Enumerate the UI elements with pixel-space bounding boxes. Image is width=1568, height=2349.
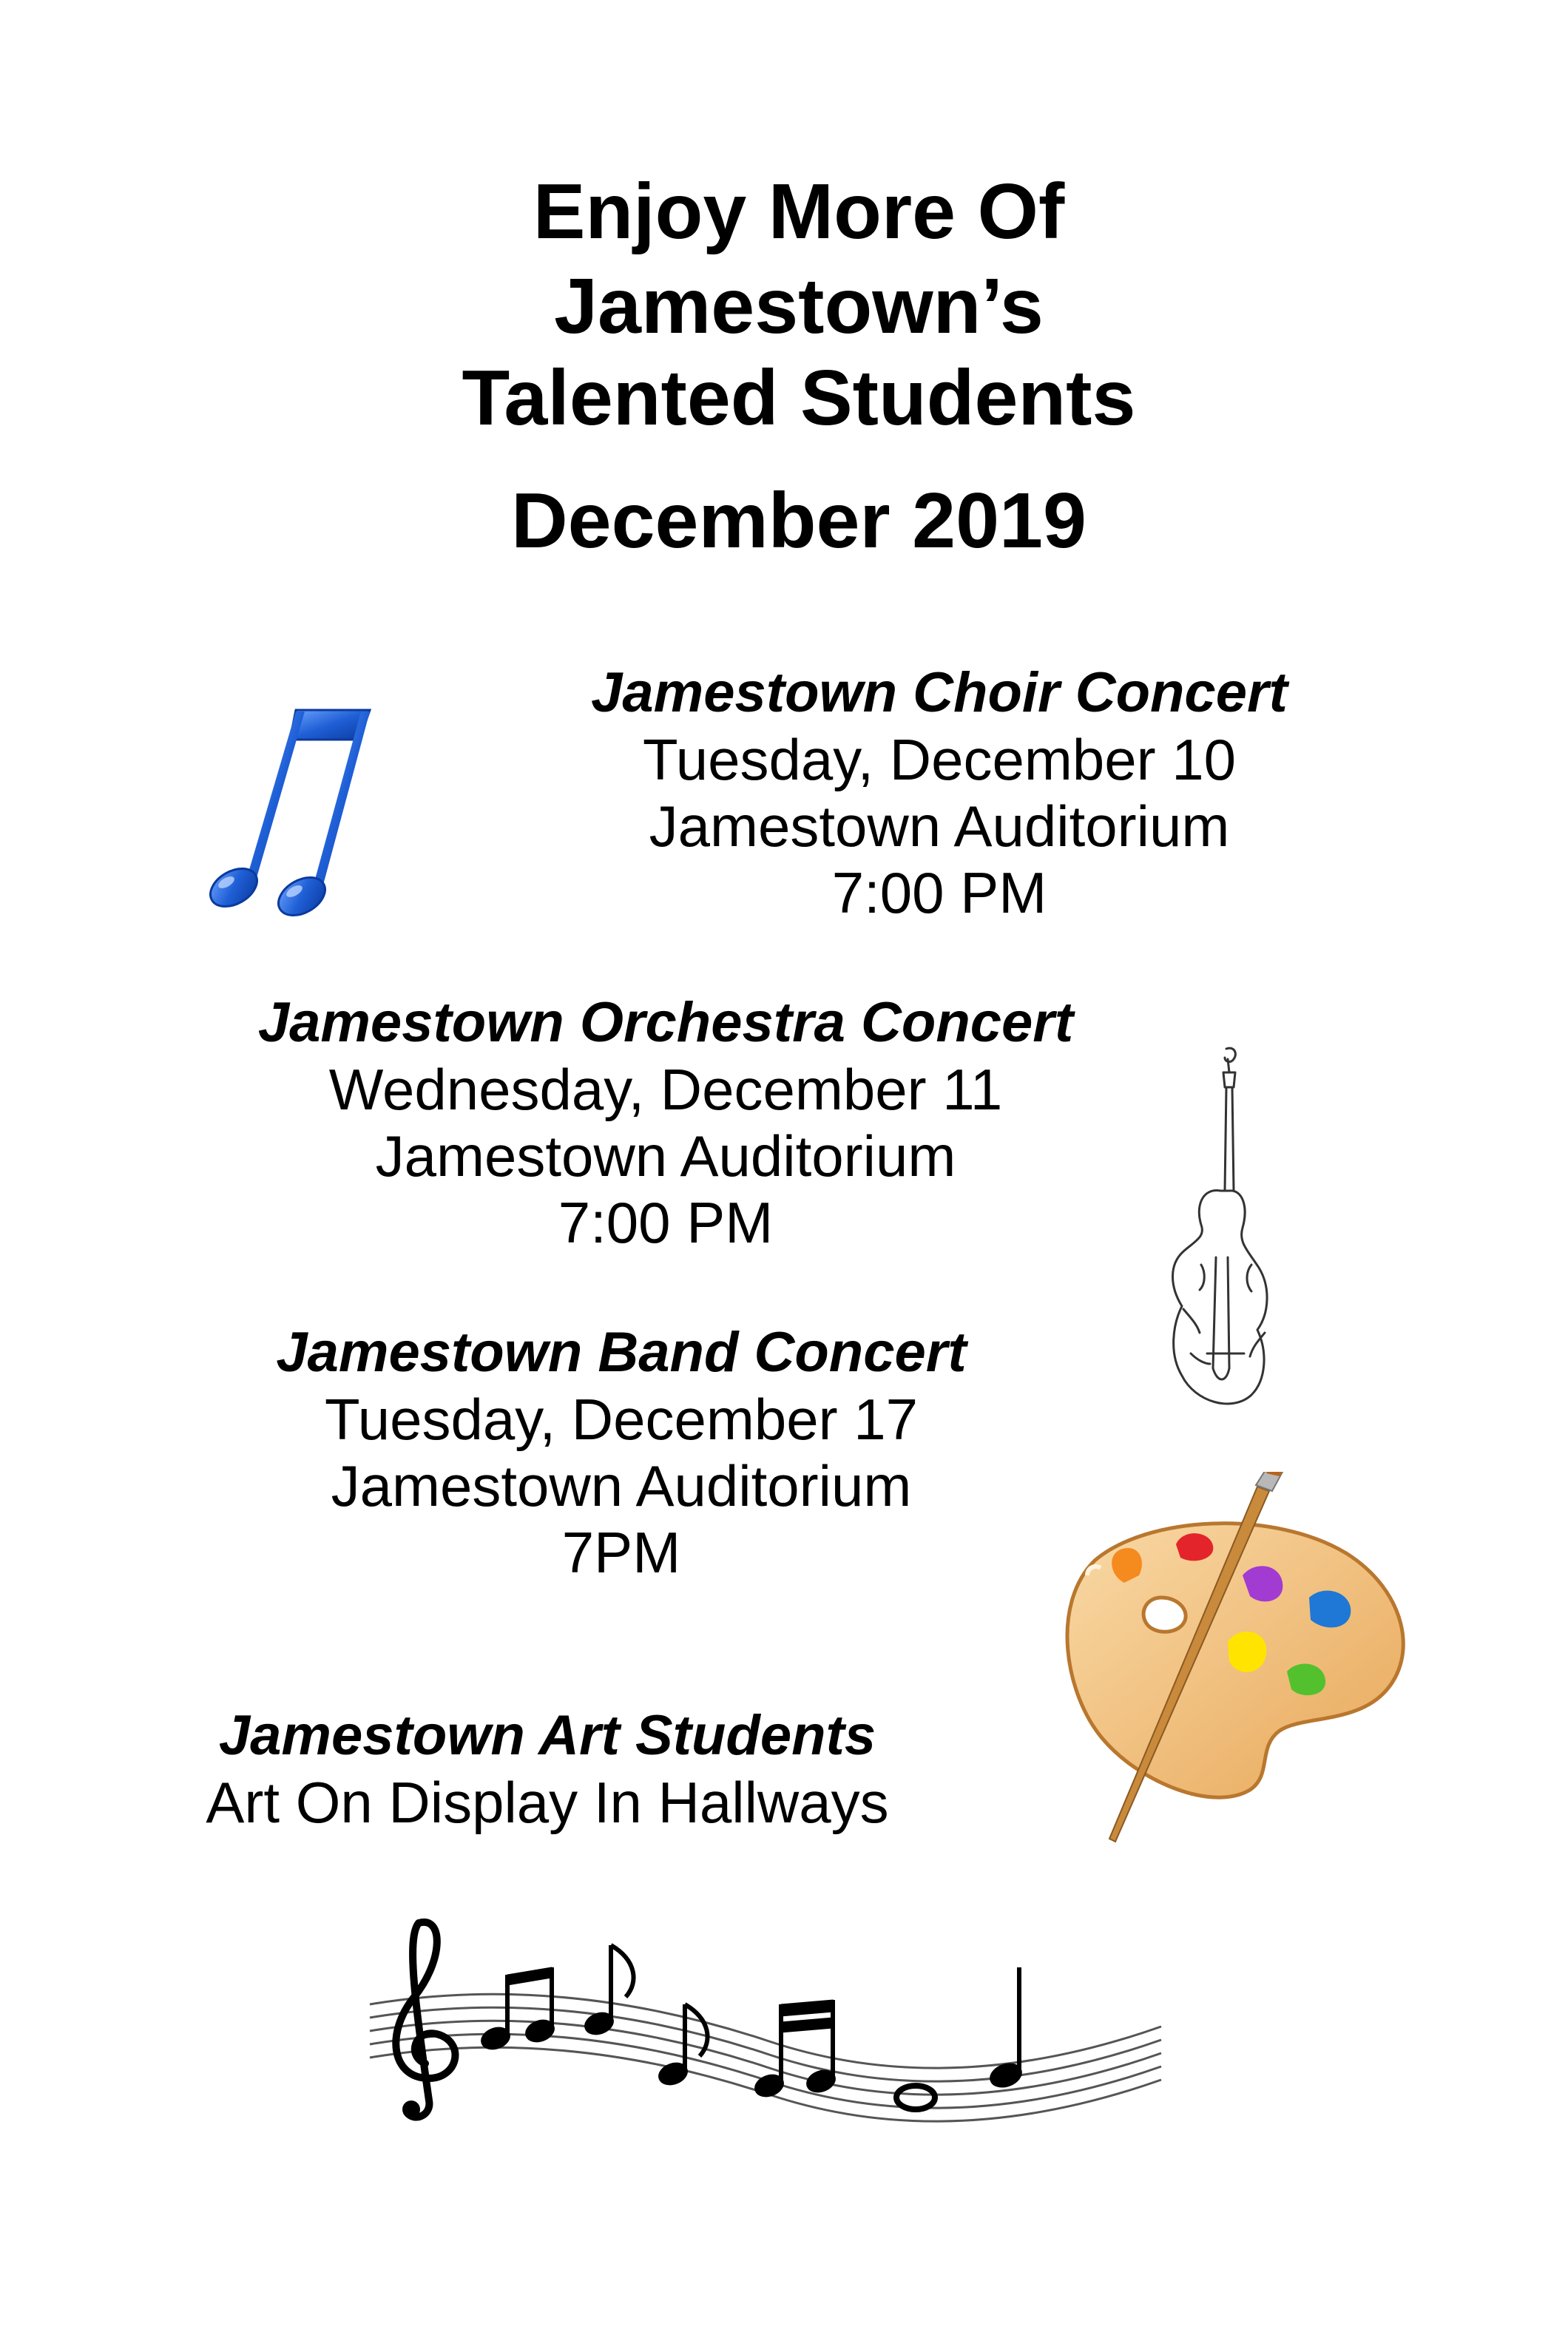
title-line-1: Enjoy More Of [533, 168, 1065, 255]
title-line-3: Talented Students [462, 354, 1136, 442]
violin-icon [1161, 1043, 1280, 1420]
title-line-2: Jamestown’s [554, 263, 1044, 350]
band-concert-block [222, 1319, 1021, 1586]
choir-concert-date: Tuesday, December 10 [642, 727, 1237, 792]
orchestra-concert-time: 7:00 PM [558, 1190, 774, 1255]
music-note-icon [185, 703, 385, 917]
band-concert-time: 7PM [561, 1520, 681, 1585]
art-students-name: Jamestown Art Students [218, 1704, 876, 1767]
orchestra-concert-name: Jamestown Orchestra Concert [257, 991, 1074, 1054]
orchestra-concert-block [222, 990, 1109, 1256]
art-students-block [178, 1703, 917, 1836]
art-students-detail: Art On Display In Hallways [206, 1770, 889, 1835]
band-concert-date: Tuesday, December 17 [324, 1387, 919, 1452]
choir-concert-block [555, 660, 1324, 926]
choir-concert-name: Jamestown Choir Concert [591, 661, 1288, 724]
choir-concert-location: Jamestown Auditorium [649, 794, 1230, 859]
orchestra-concert-date: Wednesday, December 11 [328, 1057, 1003, 1122]
orchestra-concert-location: Jamestown Auditorium [375, 1123, 956, 1189]
band-concert-name: Jamestown Band Concert [276, 1321, 967, 1384]
choir-concert-time: 7:00 PM [831, 860, 1047, 925]
music-staff-icon [355, 1893, 1176, 2137]
paint-palette-icon [1035, 1472, 1420, 1856]
band-concert-location: Jamestown Auditorium [331, 1453, 912, 1518]
title-date: December 2019 [511, 477, 1087, 564]
